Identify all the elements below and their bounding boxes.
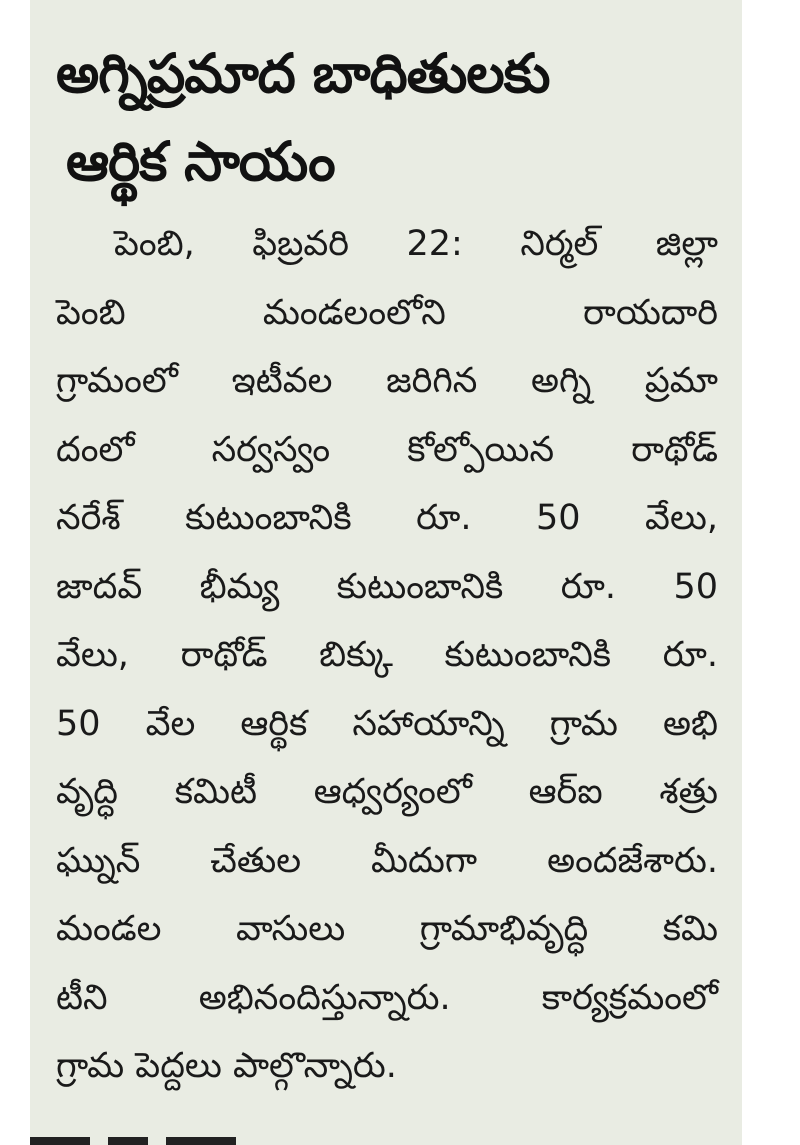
body-line: దంలో సర్వస్వం కోల్పోయిన రాథోడ్ (56, 429, 718, 470)
body-line: 50 వేల ఆర్థిక సహాయాన్ని గ్రామ అభి (56, 703, 718, 744)
body-line: గ్రామంలో ఇటీవల జరిగిన అగ్ని ప్రమా (56, 361, 718, 401)
cropped-next-article-fragment (30, 1127, 742, 1145)
body-line: ఘ్నున్ చేతుల మీదుగా అందజేశారు. (56, 840, 718, 881)
body-line: జాదవ్ భీమ్య కుటుంబానికి రూ. 50 (56, 566, 718, 607)
article-body (56, 210, 718, 1101)
headline-line-1: అగ్నిప్రమాద బాధితులకు (56, 42, 550, 105)
newspaper-clipping (30, 0, 742, 1145)
body-line: మండల వాసులు గ్రామాభివృద్ధి కమి (56, 909, 718, 949)
body-line: పెంబి మండలంలోని రాయదారి (56, 292, 718, 333)
body-line: వేలు, రాథోడ్ బిక్కు కుటుంబానికి రూ. (56, 635, 718, 675)
body-line: నరేశ్ కుటుంబానికి రూ. 50 వేలు, (56, 498, 718, 538)
body-line: టీని అభినందిస్తున్నారు. కార్యక్రమంలో (56, 977, 718, 1018)
body-line: గ్రామ పెద్దలు పాల్గొన్నారు. (56, 1046, 397, 1086)
headline-line-2: ఆర్థిక సాయం (66, 130, 335, 193)
body-line: వృద్ధి కమిటీ ఆధ్వర్యంలో ఆర్ఐ శత్రు (56, 772, 718, 812)
article-headline (56, 30, 718, 206)
body-line: పెంబి, ఫిబ్రవరి 22: నిర్మల్ జిల్లా (114, 224, 718, 264)
